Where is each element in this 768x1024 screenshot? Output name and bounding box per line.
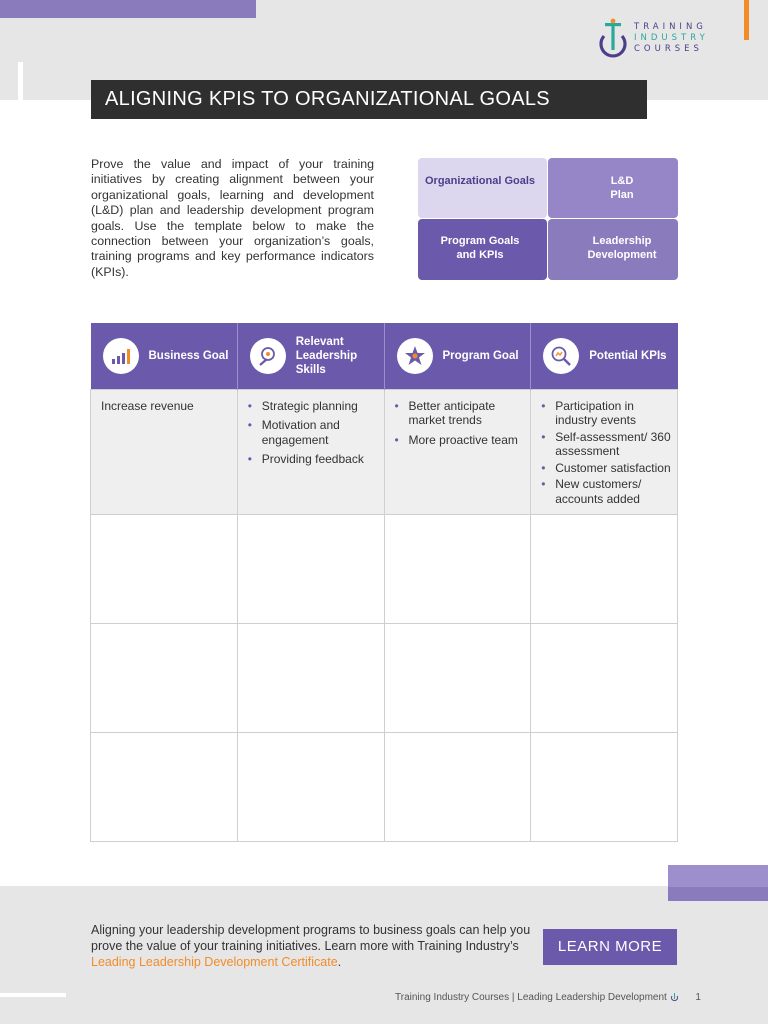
list-item: • Participation in industry events (541, 399, 671, 428)
empty-cell[interactable] (91, 733, 238, 842)
logo-line-2: INDUSTRY (634, 33, 709, 43)
magnifier-icon (543, 338, 579, 374)
logo-small-icon (670, 992, 679, 1002)
list-item: • Providing feedback (248, 452, 378, 467)
logo-line-3: COURSES (634, 44, 703, 54)
cell-kpis (531, 389, 678, 515)
empty-cell[interactable] (384, 515, 531, 624)
puzzle-label-ld-plan: L&D Plan (610, 175, 634, 201)
header-leadership-skills-label: Relevant Leadership Skills (295, 335, 358, 376)
kpi-alignment-table (90, 323, 678, 842)
puzzle-label-org-goals: Organizational Goals (424, 175, 536, 187)
empty-cell[interactable] (237, 515, 384, 624)
list-item: • Self-assessment/ 360 assessment (541, 430, 671, 459)
cta-period: . (337, 955, 342, 969)
empty-cell[interactable] (237, 733, 384, 842)
puzzle-label-program-goals: Program Goals and KPIs (440, 235, 520, 261)
empty-cell[interactable] (531, 515, 678, 624)
cell-business-goal: Increase revenue (91, 389, 238, 515)
logo-line-1: TRAINING (634, 22, 707, 32)
header-potential-kpis-label: Potential KPIs (589, 349, 667, 362)
cta-text: Aligning your leadership development programs to business goals can help you prove the value of your training initiatives. Learn more with Training Industry’s (91, 923, 531, 953)
white-accent-tick (18, 62, 23, 102)
table-row (91, 389, 678, 515)
header-business-goal (91, 323, 238, 389)
cta-paragraph (91, 922, 531, 970)
logo-wordmark (634, 22, 709, 55)
table-row (91, 733, 678, 842)
table-row (91, 624, 678, 733)
cell-program-goal (384, 389, 531, 515)
list-item: • New customers/ accounts added (541, 477, 671, 506)
empty-cell[interactable] (91, 515, 238, 624)
puzzle-label-leadership-dev: Leadership Development (587, 235, 657, 261)
page-footer (395, 992, 725, 1003)
page-number: 1 (695, 992, 701, 1003)
header-accent-bar (0, 0, 256, 18)
empty-cell[interactable] (91, 624, 238, 733)
footer-white-line (0, 993, 66, 997)
list-item: • Strategic planning (248, 399, 378, 414)
certificate-link[interactable]: Leading Leadership Development Certificate (91, 955, 338, 969)
list-item: • More proactive team (395, 433, 525, 448)
learn-more-button[interactable]: LEARN MORE (543, 929, 677, 965)
bar-chart-icon (103, 338, 139, 374)
page-title: ALIGNING KPIS TO ORGANIZATIONAL GOALS (91, 80, 647, 119)
header-program-goal-label: Program Goal (442, 349, 519, 362)
empty-cell[interactable] (531, 733, 678, 842)
table-header-row (91, 323, 678, 389)
header-potential-kpis (531, 323, 678, 389)
table-row (91, 515, 678, 624)
list-item: • Customer satisfaction (541, 461, 671, 476)
cell-skills (237, 389, 384, 515)
star-burst-icon (397, 338, 433, 374)
logo-mark-icon (596, 18, 630, 60)
training-industry-logo[interactable] (596, 18, 726, 62)
puzzle-diagram (418, 158, 678, 280)
leadership-skills-icon (250, 338, 286, 374)
header-leadership-skills (237, 323, 384, 389)
orange-accent-bar (744, 0, 749, 40)
header-program-goal (384, 323, 531, 389)
footer-text: Training Industry Courses | Leading Leadership Development (395, 992, 667, 1003)
list-item: • Better anticipate market trends (395, 399, 525, 428)
empty-cell[interactable] (384, 733, 531, 842)
header-business-goal-label: Business Goal (148, 349, 229, 362)
footer-accent-block-light (668, 865, 768, 887)
empty-cell[interactable] (237, 624, 384, 733)
intro-paragraph: Prove the value and impact of your training initiatives by creating alignment between your organizational goals, learning and development (L&D) plan and leadership development program goals. Use the template below to make the connection between your organization’s goals, training programs and key performance indicators (KPIs). (91, 157, 374, 279)
empty-cell[interactable] (531, 624, 678, 733)
list-item: • Motivation and engagement (248, 418, 378, 447)
empty-cell[interactable] (384, 624, 531, 733)
